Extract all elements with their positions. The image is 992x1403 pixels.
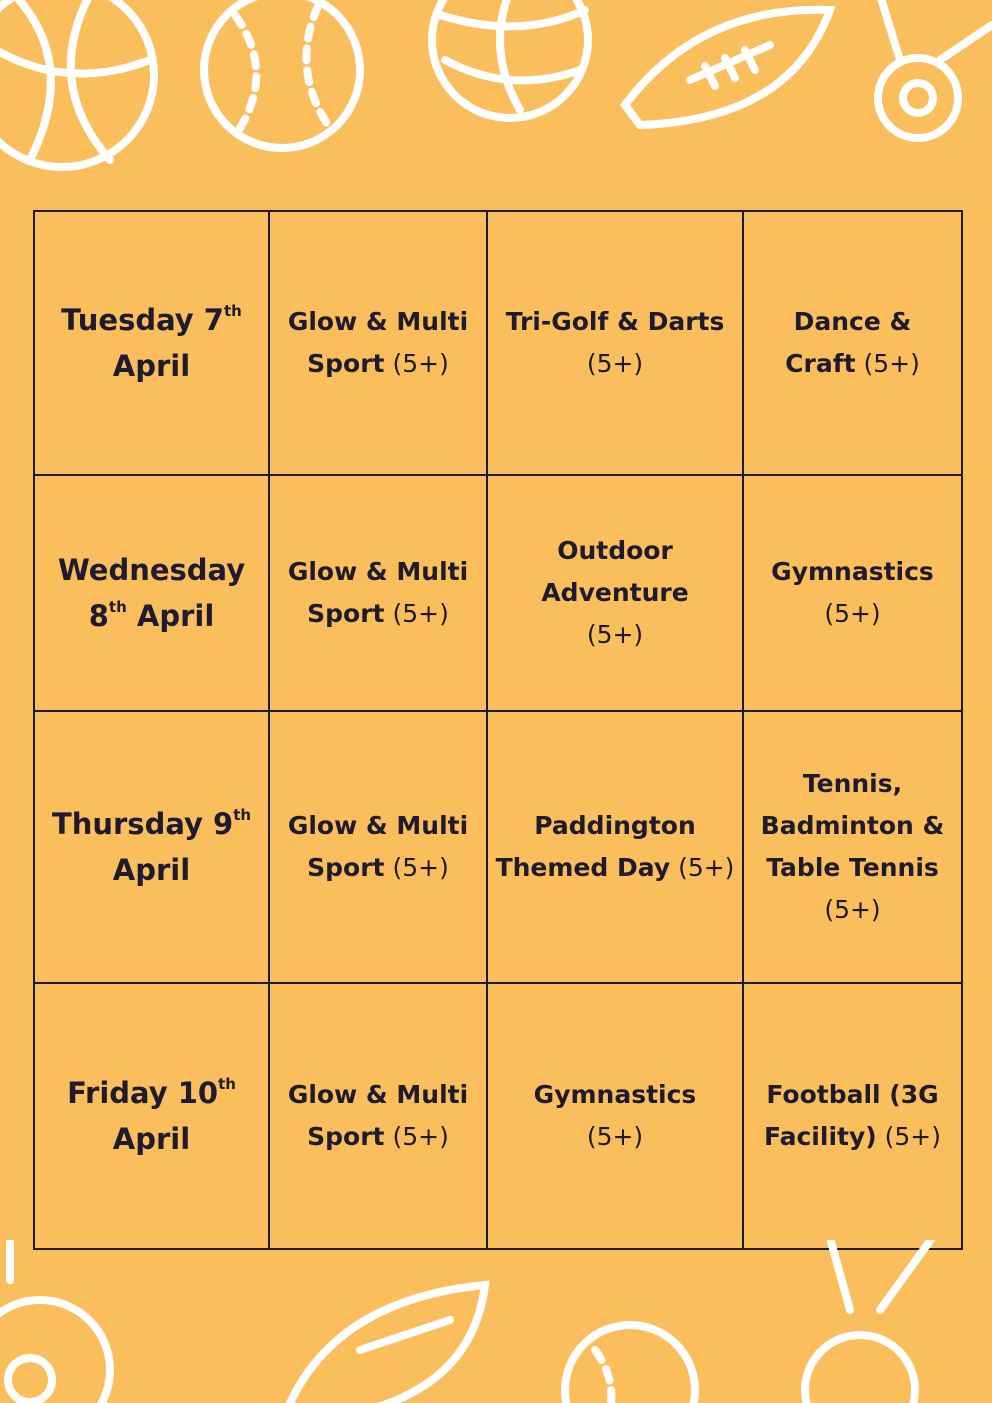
- age-note: (5+): [824, 599, 881, 628]
- day-name: Tuesday 7: [61, 303, 224, 337]
- activity-line-2: Craft: [785, 349, 856, 378]
- day-month: April: [112, 349, 191, 383]
- activity-line-1: Tennis,: [802, 769, 903, 798]
- baseball-icon: [204, 0, 360, 148]
- ordinal-suffix: th: [218, 1075, 236, 1093]
- activity-line-1: Football (3G: [766, 1080, 939, 1109]
- medal-icon: [0, 1240, 110, 1403]
- day-name: Wednesday: [57, 553, 246, 587]
- day-cell: [34, 211, 269, 475]
- activity-line-2: Sport: [307, 1122, 385, 1151]
- activity-cell: [487, 983, 743, 1249]
- age-note: (5+): [670, 853, 735, 882]
- activity-line-2: Adventure: [541, 578, 689, 607]
- table-row: [34, 983, 962, 1249]
- activity-line-2: Sport: [307, 599, 385, 628]
- activity-line-3: Table Tennis: [766, 853, 939, 882]
- medal-icon: [878, 0, 992, 138]
- activity-line-1: Outdoor: [557, 536, 673, 565]
- day-month: April: [136, 599, 215, 633]
- basketball-icon: [0, 0, 154, 167]
- activity-cell: [743, 211, 962, 475]
- activity-line-1: Glow & Multi: [287, 307, 469, 336]
- age-note: (5+): [855, 349, 920, 378]
- activity-line-2: Sport: [307, 853, 385, 882]
- age-note: (5+): [586, 1122, 644, 1151]
- top-sports-decoration: [0, 0, 992, 175]
- day-month: April: [112, 853, 191, 887]
- baseball-icon: [565, 1325, 695, 1403]
- activity-line-2: Badminton &: [760, 811, 945, 840]
- age-note: (5+): [824, 895, 881, 924]
- activity-line-2: Sport: [307, 349, 385, 378]
- age-note: (5+): [384, 1122, 449, 1151]
- rugby-ball-icon: [285, 1285, 485, 1403]
- activity-cell: [487, 475, 743, 711]
- activity-cell: [269, 983, 487, 1249]
- activity-line-1: Gymnastics: [533, 1080, 697, 1109]
- age-note: (5+): [384, 853, 449, 882]
- activity-line-1: Paddington: [534, 811, 696, 840]
- activity-cell: [269, 711, 487, 983]
- activity-cell: [743, 983, 962, 1249]
- age-note: (5+): [586, 620, 644, 649]
- activity-line-1: Dance &: [793, 307, 912, 336]
- ordinal-suffix: th: [223, 302, 242, 320]
- age-note: (5+): [876, 1122, 941, 1151]
- bottom-sports-decoration: [0, 1240, 992, 1403]
- activity-cell: [743, 711, 962, 983]
- age-note: (5+): [384, 349, 449, 378]
- ordinal-suffix: th: [108, 598, 127, 616]
- age-note: (5+): [586, 349, 644, 378]
- volleyball-icon: [432, 0, 588, 118]
- activity-line-2: Facility): [764, 1122, 877, 1151]
- rugby-ball-icon: [625, 10, 830, 125]
- age-note: (5+): [384, 599, 449, 628]
- day-month: April: [112, 1122, 191, 1156]
- activity-line-1: Gymnastics: [771, 557, 934, 586]
- day-cell: [34, 711, 269, 983]
- activity-cell: [487, 711, 743, 983]
- activity-cell: [487, 211, 743, 475]
- activity-line-1: Glow & Multi: [287, 557, 469, 586]
- table-row: [34, 711, 962, 983]
- activity-line-2: Themed Day: [495, 853, 671, 882]
- day-name: Friday 10: [67, 1076, 219, 1110]
- activity-line-1: Glow & Multi: [287, 1080, 469, 1109]
- day-name: Thursday 9: [51, 807, 234, 841]
- table-row: [34, 475, 962, 711]
- activity-schedule-table: [33, 210, 963, 1250]
- activity-cell: [269, 211, 487, 475]
- activity-cell: [269, 475, 487, 711]
- activity-line-1: Tri-Golf & Darts: [505, 307, 725, 336]
- day-cell: [34, 983, 269, 1249]
- day-cell: [34, 475, 269, 711]
- activity-line-1: Glow & Multi: [287, 811, 469, 840]
- day-number: 8: [88, 599, 109, 633]
- medal-icon: [805, 1240, 945, 1403]
- ordinal-suffix: th: [233, 806, 252, 824]
- table-row: [34, 211, 962, 475]
- activity-cell: [743, 475, 962, 711]
